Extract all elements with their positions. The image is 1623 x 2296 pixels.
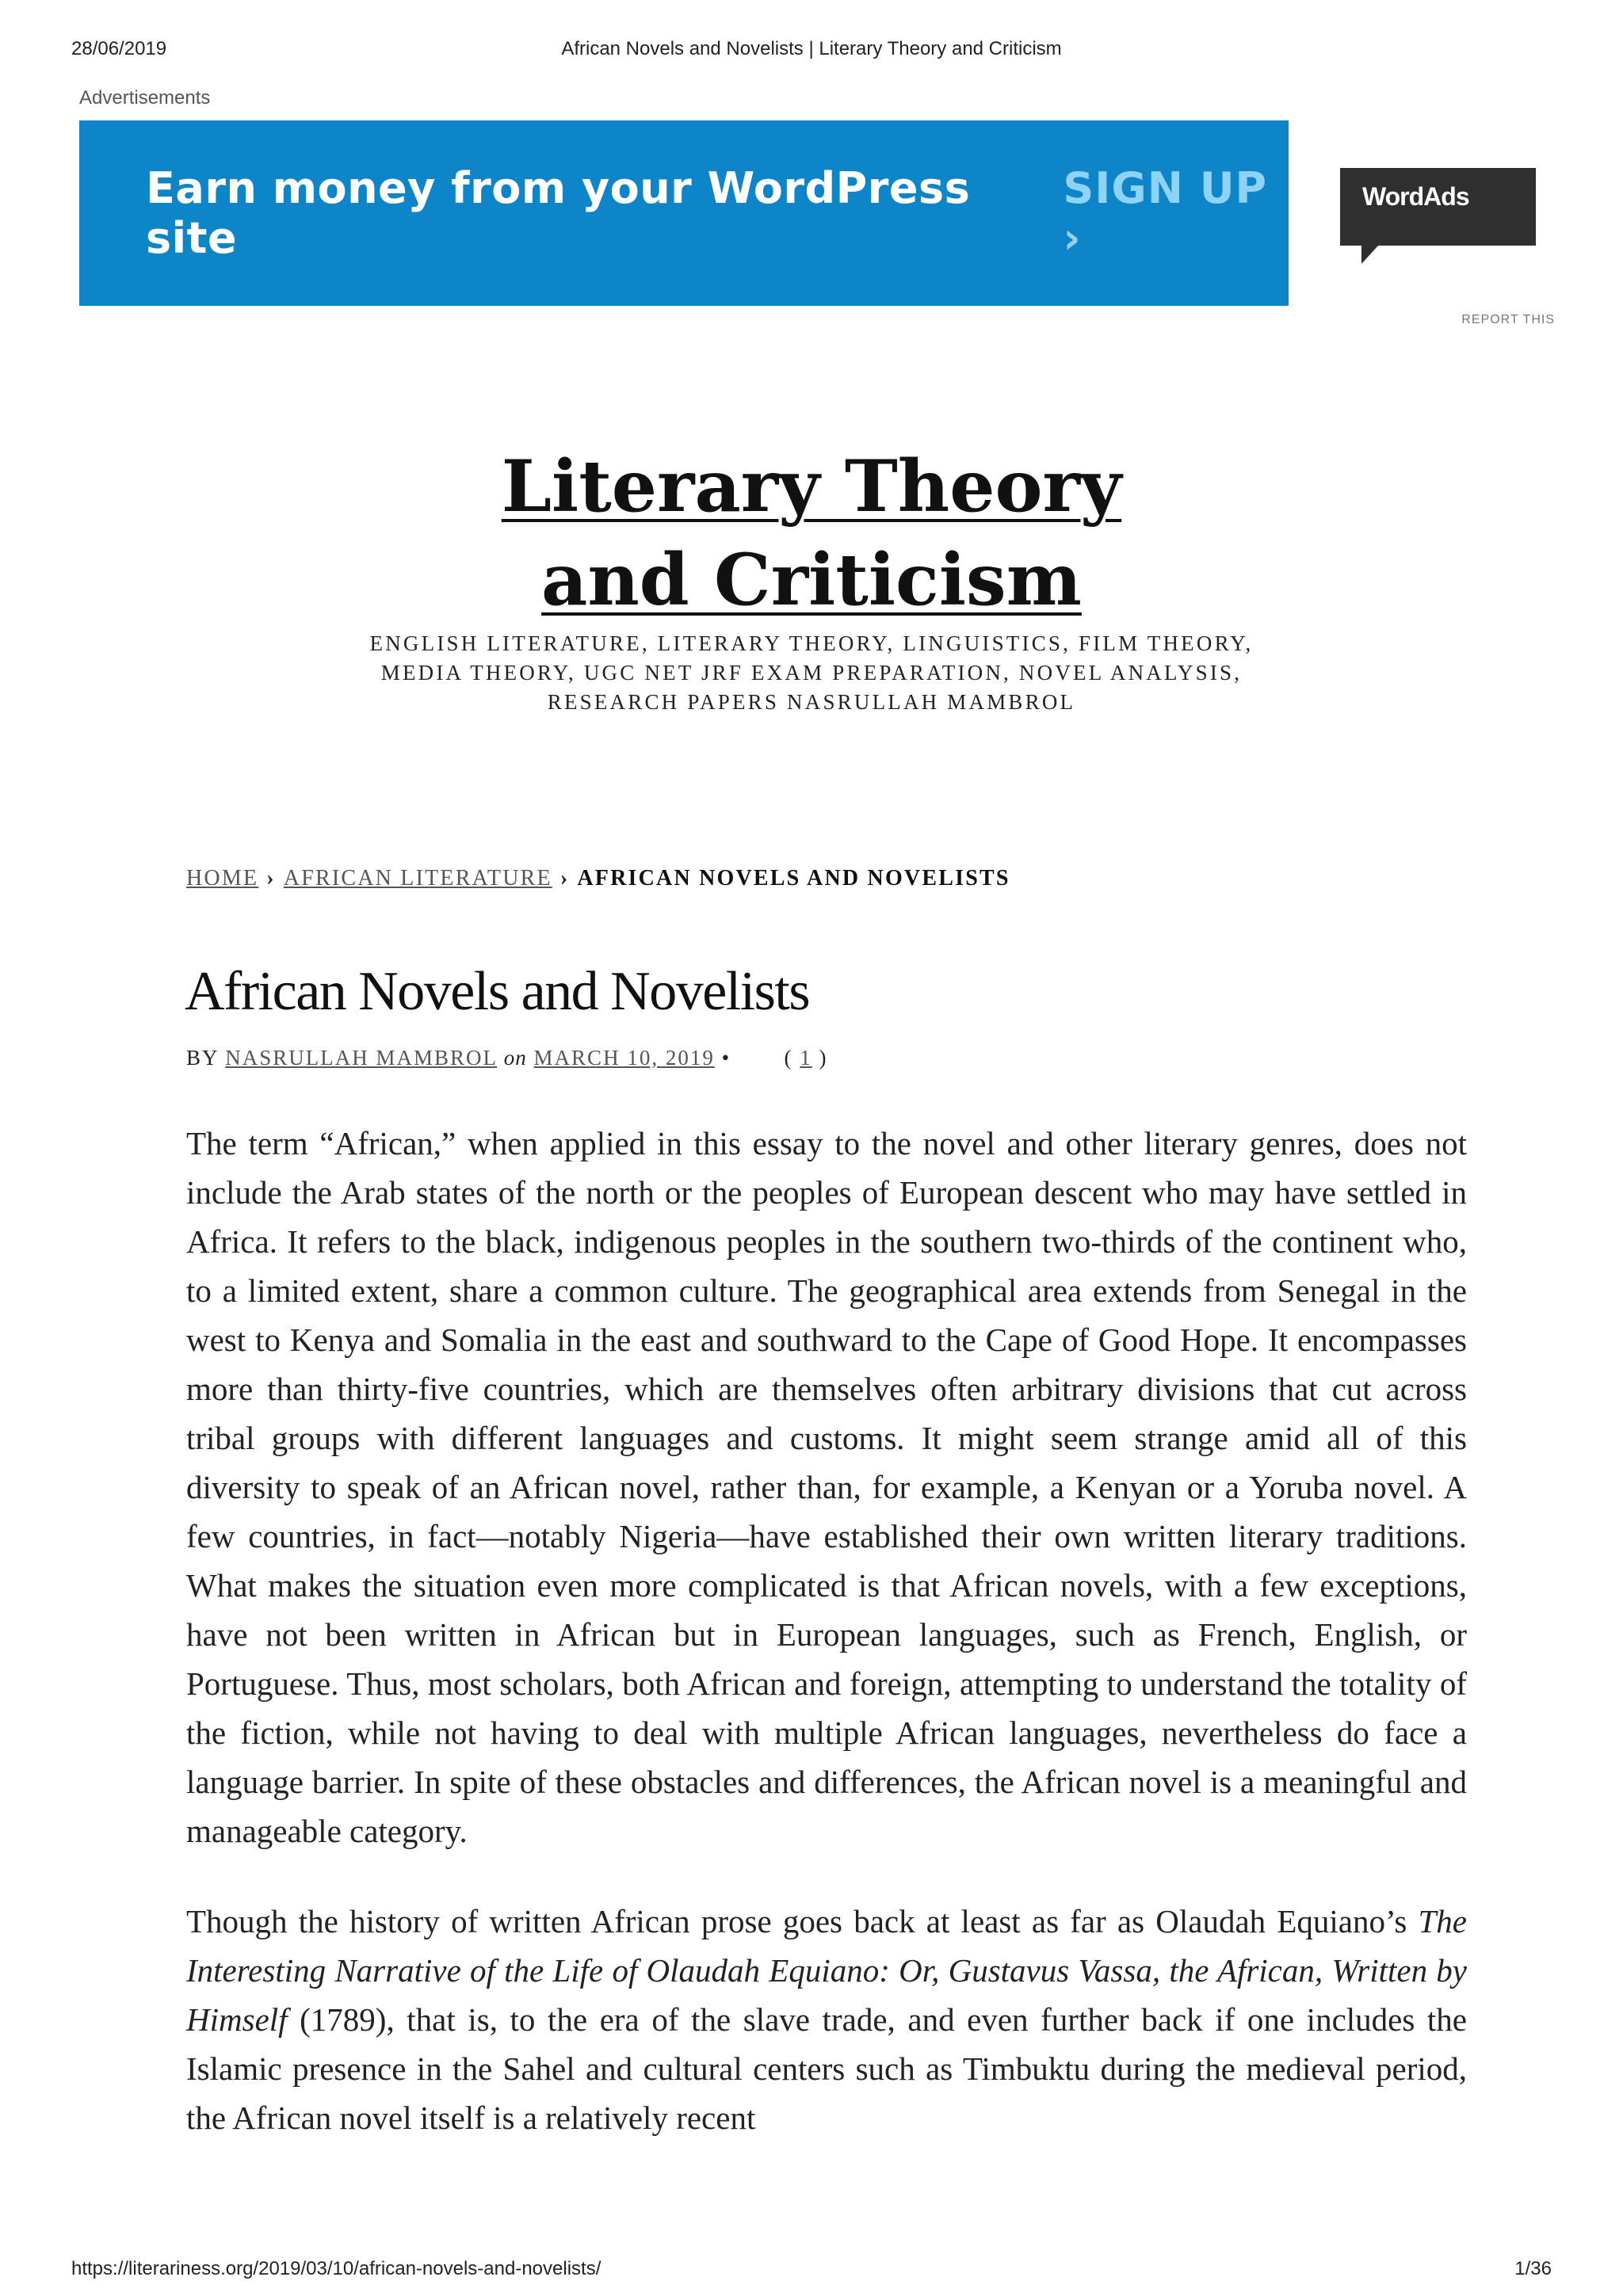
comments-close-paren: ) [819,1046,828,1070]
ad-signup-link[interactable]: SIGN UP › [1063,163,1268,263]
breadcrumb-home-link[interactable]: HOME [186,866,259,891]
wordads-badge-tail [1361,245,1379,264]
comments-count-link[interactable]: 1 [800,1046,812,1070]
print-header [0,38,1623,70]
report-ad-link[interactable]: REPORT THIS [1461,313,1555,326]
post-date-link[interactable]: MARCH 10, 2019 [533,1046,715,1070]
book-title: The Interesting Narrative of the Life of Olaudah Equiano: Or, Gustavus Vassa, the African, Written by Himself [186,1903,1467,2038]
ad-banner-text: Earn money from your WordPress site [146,163,971,263]
print-url: https://literariness.org/2019/03/10/african-novels-and-novelists/ [71,2258,601,2279]
author-link[interactable]: NASRULLAH MAMBROL [225,1046,498,1070]
ads-label: Advertisements [79,87,211,109]
comments-open-paren: ( [784,1046,793,1070]
site-title-wrap [0,440,1623,627]
byline-on: on [503,1046,527,1070]
paragraph-1: The term “African,” when applied in this essay to the novel and other literary genres, does not include the Arab states of the north or the peoples of European descent who may have settled in Africa. It refers to the black, indigenous peoples in the southern two-thirds of the continent who, to a limited extent, share a common culture. The geographical area extends from Senegal in the west to Kenya and Somalia in the east and southward to the Cape of Good Hope. It encompasses more than thirty-five countries, which are themselves often arbitrary divisions that cut across tribal groups with different languages and customs. It might seem strange amid all of this diversity to speak of an African novel, rather than, for example, a Kenyan or a Yoruba novel. A few countries, in fact—notably Nigeria—have established their own written literary traditions. What makes the situation even more complicated is that African novels, with a few exceptions, have not been written in African but in European languages, such as French, English, or Portuguese. Thus, most scholars, both African and foreign, attempting to understand the totality of the fiction, while not having to deal with multiple African languages, nevertheless do face a language barrier. In spite of these obstacles and differences, the African novel is a meaningful and manageable category. [186,1125,1467,1849]
post-content [186,1119,1467,2183]
print-date: 28/06/2019 [71,38,167,59]
ad-banner[interactable] [79,120,1289,306]
print-page-title: African Novels and Novelists | Literary Theory and Criticism [561,38,1062,59]
wordads-badge: WordAds [1340,168,1536,246]
breadcrumb [186,866,1010,891]
byline-bullet: • [721,1046,731,1070]
paragraph-2-rest: (1789), that is, to the era of the slave trade, and even further back if one includes the Islamic presence in the Sahel and cultural centers such as Timbuktu during the medieval period, the African novel itself is a relatively recent [186,2001,1467,2136]
breadcrumb-category-link[interactable]: AFRICAN LITERATURE [283,866,552,891]
site-title-link[interactable]: Literary Theory and Criticism [501,444,1122,622]
print-footer [0,2258,1623,2290]
site-tagline-wrap [0,629,1623,717]
breadcrumb-separator: › [266,866,276,891]
paragraph-2-start: Though the history of written African prose goes back at least as far as Olaudah Equiano’s [186,1903,1419,1939]
byline-by: BY [186,1046,219,1070]
post-title: African Novels and Novelists [185,961,810,1022]
paragraph-2 [186,1897,1467,2142]
breadcrumb-current: AFRICAN NOVELS AND NOVELISTS [577,866,1010,891]
print-page-number: 1/36 [1514,2258,1552,2279]
breadcrumb-separator: › [559,866,570,891]
post-byline [186,1046,828,1070]
site-tagline: ENGLISH LITERATURE, LITERARY THEORY, LINGUISTICS, FILM THEORY, MEDIA THEORY, UGC NET JRF EXAM PREPARATION, NOVEL ANALYSIS, RESEARCH PAPERS NASRULLAH MAMBROL [369,631,1254,714]
